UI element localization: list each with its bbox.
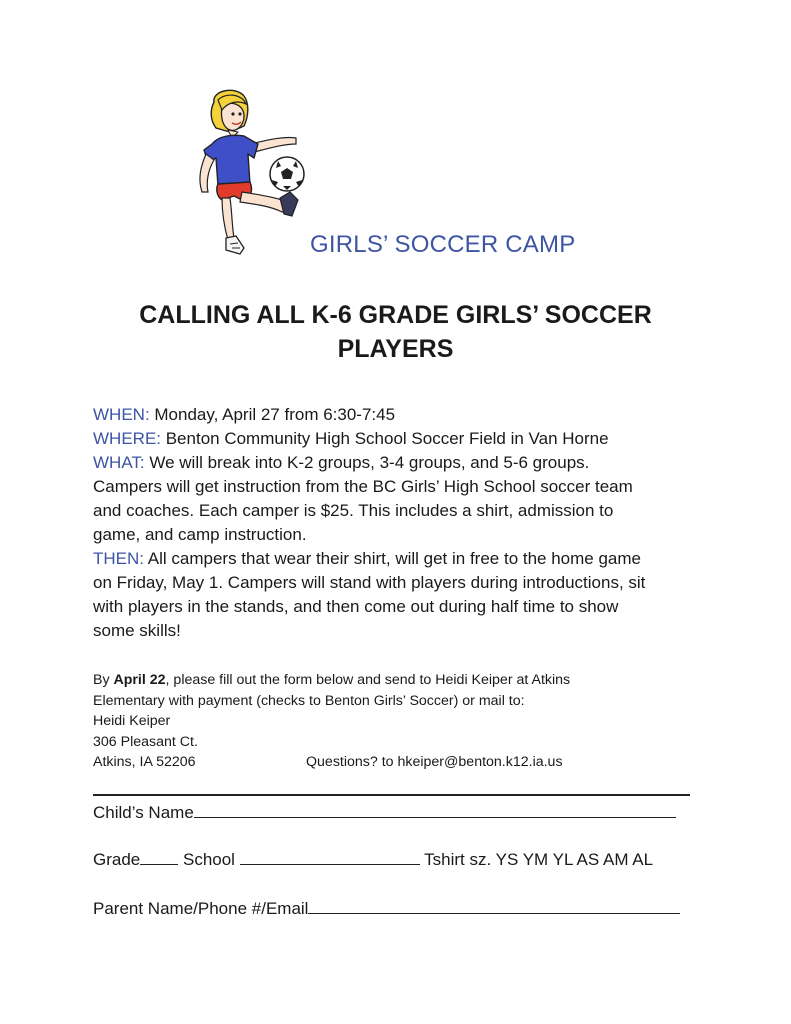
then-text-1: All campers that wear their shirt, will get in free to the home game [144,549,642,568]
child-name-row [93,800,676,824]
where-text: Benton Community High School Soccer Field in Van Horne [161,429,609,448]
when-text: Monday, April 27 from 6:30-7:45 [149,405,396,424]
camp-title: GIRLS’ SOCCER CAMP [310,231,576,258]
child-name-label: Child’s Name [93,803,194,822]
then-text-4: some skills! [93,621,181,640]
when-label: WHEN: [93,405,150,424]
instructions-line-1: , please fill out the form below and send to Heidi Keiper at Atkins [165,672,571,688]
then-section [93,547,713,643]
grade-school-row [93,847,653,871]
deadline-prefix: By [93,672,114,688]
what-text-1: We will break into K-2 groups, 3-4 groups, and 5-6 groups. [144,453,590,472]
then-label: THEN: [93,549,144,568]
child-name-field[interactable] [194,800,676,818]
parent-contact-field[interactable] [308,896,680,914]
questions-email: Questions? to hkeiper@benton.k12.ia.us [306,754,563,770]
grade-field[interactable] [140,847,178,865]
when-line [93,403,713,427]
contact-street: 306 Pleasant Ct. [93,733,198,750]
school-field[interactable] [240,847,420,865]
then-text-3: with players in the stands, and then come out during half time to show [93,597,619,616]
contact-name: Heidi Keiper [93,713,171,729]
parent-label: Parent Name/Phone #/Email [93,899,309,918]
where-label: WHERE: [93,429,161,448]
headline-line-1: CALLING ALL K-6 GRADE GIRLS’ SOCCER [139,301,652,329]
what-text-2: Campers will get instruction from the BC Girls’ High School soccer team [93,477,633,496]
registration-instructions [93,670,713,711]
headline [60,298,731,366]
what-label: WHAT: [93,453,145,472]
deadline-date: April 22 [113,672,166,688]
girl-kicking-soccer-ball-icon [192,88,310,260]
then-text-2: on Friday, May 1. Campers will stand with players during introductions, sit [93,573,646,592]
grade-label: Grade [93,850,141,869]
what-text-3: and coaches. Each camper is $25. This includes a shirt, admission to [93,501,614,520]
parent-contact-row [93,896,680,920]
headline-line-2: PLAYERS [337,335,454,363]
tshirt-size-label: Tshirt sz. YS YM YL AS AM AL [424,850,654,869]
contact-city: Atkins, IA 52206 [93,754,196,770]
what-text-4: game, and camp instruction. [93,525,307,544]
what-section [93,451,713,547]
form-divider [93,794,690,796]
school-label: School [182,850,235,869]
instructions-line-2: Elementary with payment (checks to Benton Girls’ Soccer) or mail to: [93,692,525,709]
where-line [93,427,713,451]
